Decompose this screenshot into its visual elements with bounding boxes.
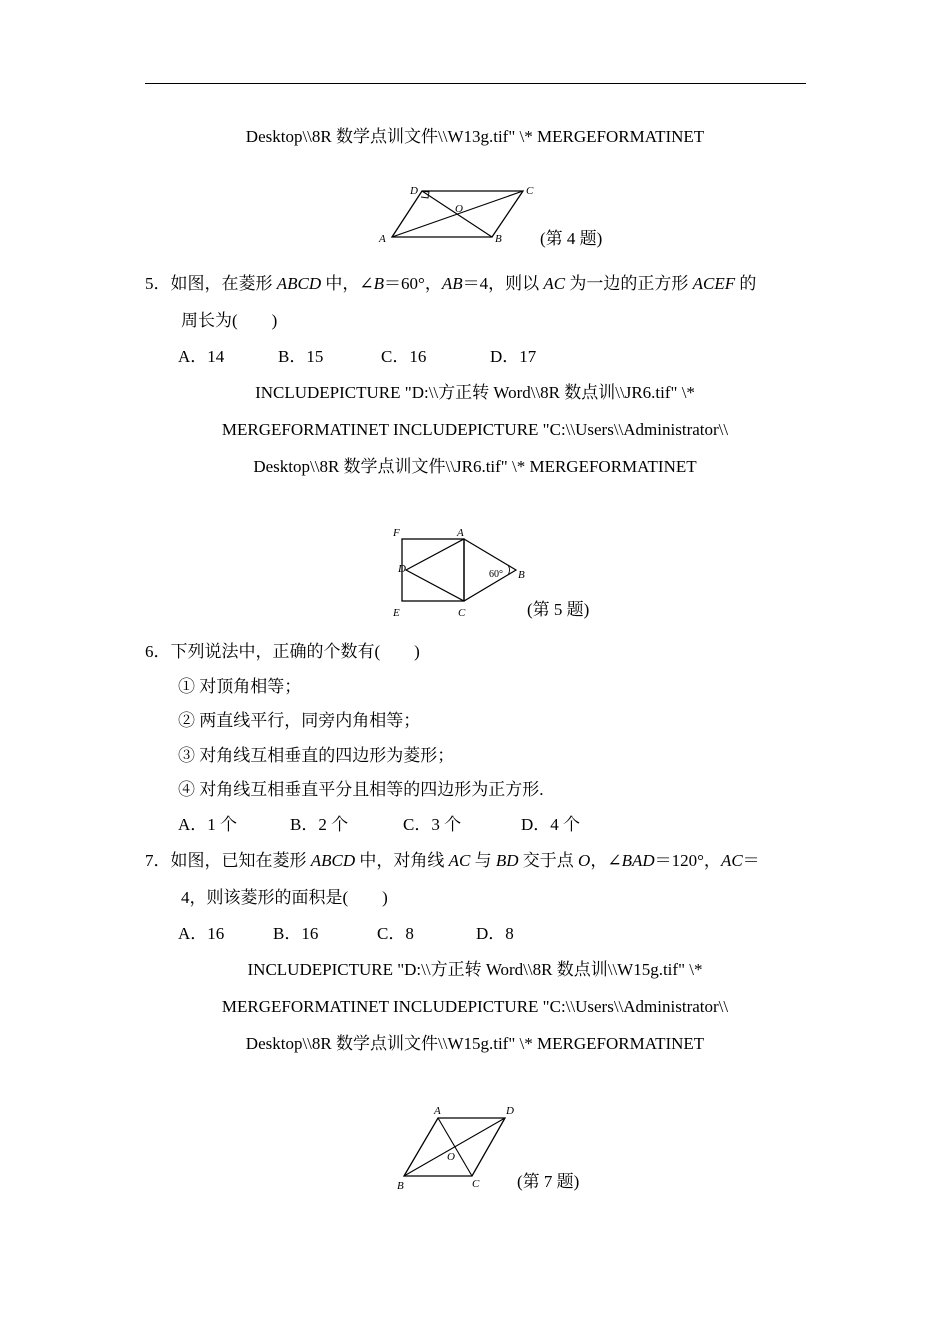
q5-number: 5．	[145, 274, 171, 293]
figure-5-caption: (第 5 题)	[527, 600, 590, 619]
q5-text: ＝4，则以	[462, 274, 544, 293]
q6-option-b: B．2 个	[290, 815, 349, 834]
q7-text: ＝120°，	[654, 851, 721, 870]
q7-var: O	[578, 851, 591, 870]
q5-text: 为一边的正方形	[565, 274, 693, 293]
q5-var: AB	[441, 274, 463, 293]
fig4-label-a: A	[379, 233, 386, 245]
q7-text: 如图，已知在菱形	[170, 851, 311, 870]
figure-4-parallelogram	[375, 180, 535, 245]
q7-text: ，∠	[590, 851, 622, 870]
q7-option-d: D．8	[476, 924, 514, 943]
figure-7-caption: (第 7 题)	[517, 1172, 580, 1191]
q7-text: ＝	[742, 851, 760, 870]
figure-4-caption: (第 4 题)	[540, 229, 603, 248]
q7-include-line-2: MERGEFORMATINET INCLUDEPICTURE "C:\\Users\\Administrator\\	[221, 997, 729, 1016]
q7-include-line-3: Desktop\\8R 数学点训文件\\W15g.tif" \* MERGEFORMATINET	[245, 1034, 705, 1053]
figure-7-rhombus	[390, 1100, 525, 1195]
q7-number: 7．	[145, 851, 171, 870]
fig5-label-e: E	[393, 607, 400, 619]
q5-text: 如图，在菱形	[170, 274, 277, 293]
fig7-label-a: A	[434, 1105, 441, 1117]
q5-var: AC	[543, 274, 566, 293]
q6-item-1: ① 对顶角相等；	[178, 677, 302, 696]
q7-include-line-1: INCLUDEPICTURE "D:\\方正转 Word\\8R 数点训\\W15g.tif" \*	[247, 960, 703, 979]
q5-var: ABCD	[276, 274, 322, 293]
question-7-stem	[145, 851, 760, 871]
q7-var: BD	[495, 851, 519, 870]
q5-text: ＝60°，	[384, 274, 442, 293]
q6-option-d: D．4 个	[521, 815, 581, 834]
q6-option-c: C．3 个	[403, 815, 462, 834]
q7-var: AC	[720, 851, 743, 870]
fig5-angle: 60°	[489, 569, 503, 580]
q7-var: ABCD	[310, 851, 356, 870]
q6-stem-text: 下列说法中，正确的个数有( )	[170, 642, 420, 661]
q7-text: 与	[470, 851, 496, 870]
question-6-stem	[145, 642, 420, 662]
question-7-stem-line2: 4，则该菱形的面积是( )	[181, 888, 388, 907]
q7-text: 交于点	[518, 851, 579, 870]
q6-number: 6．	[145, 642, 171, 661]
fig7-label-o: O	[447, 1151, 455, 1163]
q5-text: 中，∠	[321, 274, 374, 293]
q5-option-b: B．15	[278, 347, 324, 366]
question-5-stem	[145, 274, 756, 294]
q5-include-line-3: Desktop\\8R 数学点训文件\\JR6.tif" \* MERGEFORMATINET	[253, 457, 697, 476]
fig7-label-b: B	[397, 1180, 404, 1192]
fig5-label-f: F	[393, 527, 400, 539]
fig4-label-o: O	[455, 203, 463, 215]
fig4-label-c: C	[526, 185, 534, 197]
fig4-label-d: D	[410, 185, 418, 197]
q5-option-c: C．16	[381, 347, 427, 366]
figure-5-square-rhombus	[385, 522, 535, 622]
fig5-label-a: A	[457, 527, 464, 539]
question-5-stem-line2: 周长为( )	[181, 311, 278, 330]
q6-item-4: ④ 对角线互相垂直平分且相等的四边形为正方形.	[178, 780, 544, 799]
fig7-label-c: C	[472, 1178, 480, 1190]
q5-var: B	[373, 274, 385, 293]
fig5-label-c: C	[458, 607, 466, 619]
fig7-label-d: D	[506, 1105, 514, 1117]
q7-var: BAD	[621, 851, 655, 870]
q6-option-a: A．1 个	[178, 815, 238, 834]
fig5-label-b: B	[518, 569, 525, 581]
q7-option-b: B．16	[273, 924, 319, 943]
include-path-line: Desktop\\8R 数学点训文件\\W13g.tif" \* MERGEFORMATINET	[245, 127, 705, 146]
q5-include-line-2: MERGEFORMATINET INCLUDEPICTURE "C:\\Users\\Administrator\\	[221, 420, 729, 439]
header-rule	[145, 83, 806, 84]
q5-text: 的	[735, 274, 757, 293]
q7-text: 中，对角线	[355, 851, 449, 870]
q6-item-3: ③ 对角线互相垂直的四边形为菱形；	[178, 746, 455, 765]
fig5-label-d: D	[398, 563, 406, 575]
q7-option-c: C．8	[377, 924, 414, 943]
q5-option-a: A．14	[178, 347, 225, 366]
q6-item-2: ② 两直线平行，同旁内角相等；	[178, 711, 421, 730]
fig4-label-b: B	[495, 233, 502, 245]
q5-var: ACEF	[692, 274, 736, 293]
q7-option-a: A．16	[178, 924, 225, 943]
q5-include-line-1: INCLUDEPICTURE "D:\\方正转 Word\\8R 数点训\\JR6.tif" \*	[255, 383, 695, 402]
q5-option-d: D．17	[490, 347, 537, 366]
q7-var: AC	[448, 851, 471, 870]
